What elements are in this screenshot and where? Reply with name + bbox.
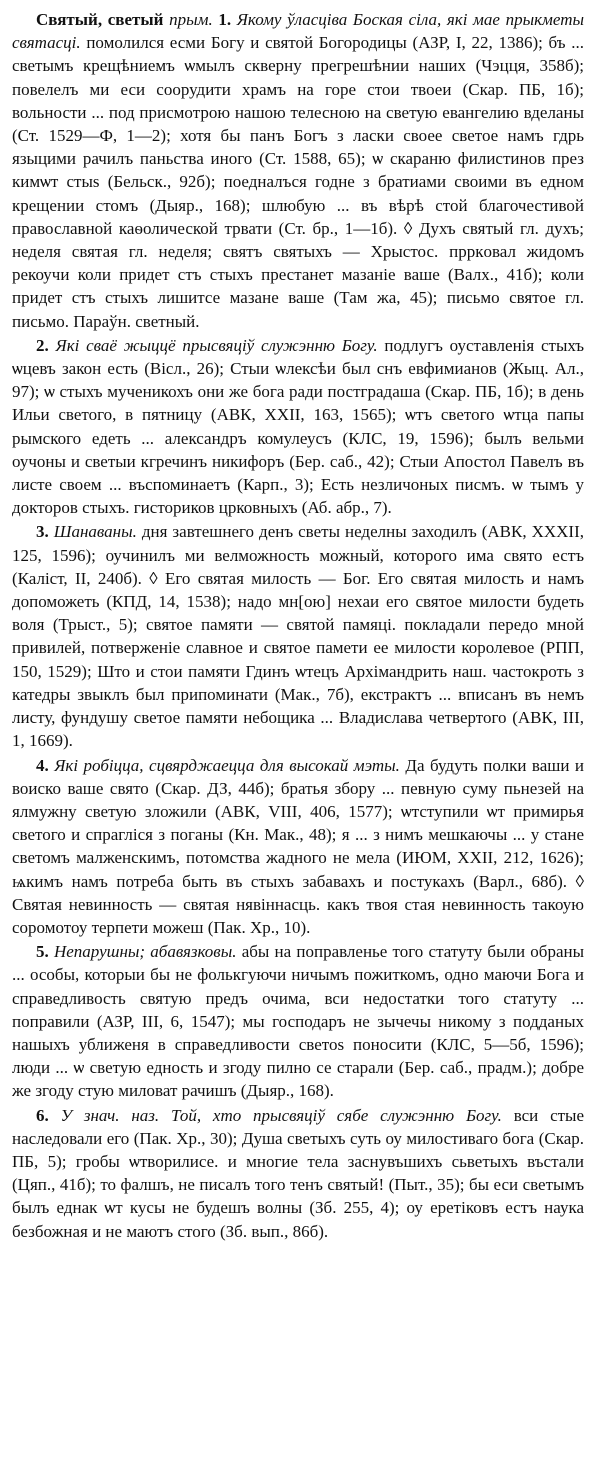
sense-citations: дня завтешнего денъ светы неделны заходилъ (АВК, XXXII, 125, 1596); оучинилъ ми велможность можный, которого има свято естъ (Каліст, II, 240б). ◊ Его святая милость — Бог. Его святая милость и намъ допоможеть (КПД, 14, 1538); надо мн[ою] нехаи его святое милости будеть воля (Трыст., 5); святое памяти — святой памяці. покладали передо мной привилей, потверженіе славное и святое памети ее милости королевое (РПП, 150, 1529); Што и стои памяти Гдинъ ѡтецъ Архімандрить наш. частокроть з катедры звыклъ был припоминати (Мак., 7б), екстрактъ ... вписанъ въ немъ листу, фундушу светое памяти небощика ... Владислава четвертого (АВК, III, 1, 1669). [12, 522, 585, 751]
grammar-label: прым. [169, 10, 213, 29]
sense-1 [12, 8, 584, 333]
sense-definition: Які сваё жыццё прысвяціў служэнню Богу. [55, 335, 378, 355]
sense-6 [12, 1104, 584, 1243]
sense-definition: Якому ўласціва Боская сіла, які мае прыкметы святасці. [12, 10, 585, 53]
sense-citations: абы на поправленье того статуту были обраны ... особы, которыи бы не фолькгуючи ничымъ пожиткомъ, одно маючи Бога и справедливость святую предъ очима, вси недостатки того статуту ... поправили (АЗР, III, 6, 1547); мы господаръ не зычечы никому з подданых нашыхъ уближеня в справедливости светоѕ поносити (КЛС, 5—5б, 1596); люди ... ѡ светую едность и згоду пилно се старали (Бер. саб., прадм.); добре же згоду стую миловат рачишъ (Дыяр., 168). [12, 942, 585, 1101]
sense-citations: вси стые наследовали его (Пак. Хр., 30); Душа светыхъ суть оу милостиваго бога (Скар. ПБ, 5); гробы ѡтворилисе. и многие тела заснувъшихъ сьветыхъ въстали (Цяп., 41б); то фалшъ, не писалъ того тенъ святый! (Пыт., 35); бы еси светымъ былъ еднак ѡт кусы не будешъ волны (Зб. 255, 4); оу еретіковъ естъ наука безбожная и не маютъ стого (Зб. вып., 86б). [12, 1105, 585, 1241]
sense-definition: У знач. наз. Той, хто прысвяціў сябе служэнню Богу. [60, 1105, 502, 1125]
sense-3 [12, 520, 584, 752]
sense-5 [12, 940, 584, 1102]
sense-definition: Непарушны; абавязковы. [53, 942, 237, 962]
sense-citations: Да будуть полки ваши и воиско ваше свято (Скар. ДЗ, 44б); братья збору ... певную суму пьнезей на ялмужну светую зложили (АВК, VIII, 406, 1577); ѡтступили ѡт примирья светого и спрагліся з поганы (Кн. Мак., 48); я ... з нимъ мешкаючы ... у стане светомъ малженскимъ, потомства жадного не мела (ИЮМ, XXII, 212, 1626); ѩкимъ намъ потреба быть въ стыхъ забавахъ и постукахъ (Варл., 68б). ◊ Святая невинность — святая нявіннасць. какъ твоя стая невинность такоую соромотоу терпети можеш (Пак. Хр., 10). [12, 755, 585, 937]
sense-4 [12, 754, 584, 940]
sense-number: 5. [36, 942, 49, 962]
sense-number: 6. [36, 1105, 49, 1125]
dictionary-entry [12, 8, 584, 1243]
sense-number: 3. [36, 522, 49, 542]
headword: Святый, светый [36, 10, 164, 29]
sense-number: 4. [36, 755, 49, 775]
sense-definition: Шанаваны. [53, 522, 137, 542]
sense-citations: помолился есми Богу и святой Богородицы (АЗР, I, 22, 1386); бъ ... светымъ крещѣниемъ ѡмылъ скверну прегрешѣнии наших (Чэцця, 358б); повелелъ ми еси соорудити храмъ на горе стои твоеи (Скар. ПБ, 1б); вольности ... под присмотрою нашою телесною на светую евангелию вделаны (Ст. 1529—Ф, 1—2); хотя бы панъ Богъ з ласки своее светое намъ гдрь языцими рачилъ паньства иного (Ст. 1588, 65); ѡ скараню филистинов през кимѡт стыѕ (Бельск., 92б); поедналъся годне з братиами своими въ едном крещении стомъ (Дыяр., 168); шлюбую ... въ вѣрѣ стой благочестивой православной каѳолической трвати (Ст. бр., 1—1б). ◊ Духъ святый гл. духъ; неделя святая гл. неделя; святъ святыхъ — Хрыстос. прркoвал жидомъ рекоучи коли придет стъ стыхъ престанет мазаніе ваше (Валх., 41б); коли придет стъ стыхъ лишитсе мазане ваше (Там жа, 45); письмо святое гл. письмо. Параўн. светный. [12, 33, 585, 331]
sense-definition: Які робіцца, сцвярджаецца для высокай мэты. [54, 755, 400, 775]
sense-number: 1. [218, 10, 232, 29]
sense-2 [12, 334, 584, 520]
sense-number: 2. [36, 335, 49, 355]
sense-citations: подлугъ оуставленія стыхъ ѡцевъ закон есть (Вісл., 26); Стыи ѡлексѣи был снъ евфимианов (Жыц. Ал., 97); ѡ стыхъ мученикохъ они же бога ради постградаша (Скар. ПБ, 1б); в день Ильи светого, в пятницу (АВК, XXII, 163, 1565); ѡтъ светого ѡтца папы рымского едеть ... александръ комулеусъ (КЛС, 19, 1596); былъ вельми оучоны и светыи кгречинъ никифоръ (Бер. саб., 42); Стыи Апостол Павелъ въ листе своем ... въспоминаетъ (Карп., 3); Есть незличоных писмъ. ѡ тымъ у докторов стыхъ. гисториков црковныхъ (Аб. абр., 7). [12, 335, 585, 518]
